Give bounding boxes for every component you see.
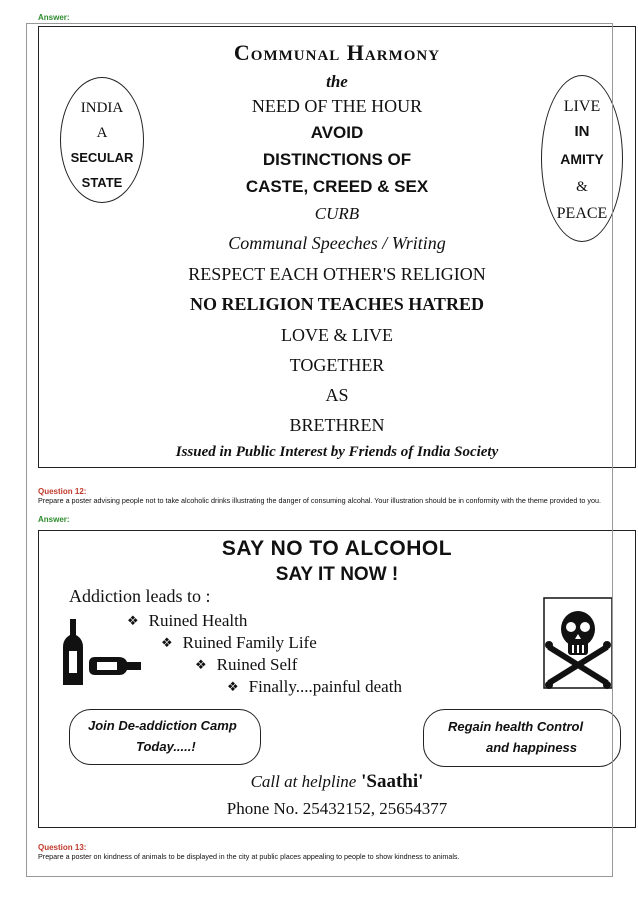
- diamond-bullet-icon: ❖: [195, 657, 207, 672]
- deaddiction-camp-pill: [69, 709, 261, 765]
- pill-right-line1: Regain health Control: [448, 719, 584, 734]
- line-distinctions: DISTINCTIONS OF: [262, 150, 412, 169]
- helpline-line: [39, 771, 635, 793]
- line-brethren: BRETHREN: [289, 415, 385, 435]
- phone-numbers: Phone No. 25432152, 25654377: [226, 799, 448, 818]
- communal-harmony-poster: [38, 26, 636, 468]
- question-13-label: Question 13:: [38, 843, 87, 852]
- headline-say-it-now: SAY IT NOW !: [275, 564, 399, 585]
- bullet-text: Ruined Family Life: [182, 633, 317, 652]
- pill-right-line2: and happiness: [486, 740, 578, 755]
- answer-label-2: Answer:: [38, 515, 70, 524]
- bottle-icon: [61, 617, 151, 687]
- bullet-ruined-self: [195, 655, 297, 675]
- answer-label: Answer:: [38, 13, 70, 22]
- oval-text-secular: SECULAR: [70, 150, 134, 165]
- regain-health-pill: [423, 709, 621, 767]
- oval-text-live: LIVE: [563, 98, 601, 115]
- bullet-text: Finally....painful death: [248, 677, 402, 696]
- oval-text-state: STATE: [81, 175, 123, 190]
- oval-text-india: INDIA: [80, 100, 124, 116]
- line-as: AS: [325, 385, 349, 405]
- diamond-bullet-icon: ❖: [161, 635, 173, 650]
- helpline-name: 'Saathi': [361, 771, 424, 792]
- diamond-bullet-icon: ❖: [127, 613, 139, 628]
- right-oval: [541, 75, 623, 242]
- question-13-text: Prepare a poster on kindness of animals to be displayed in the city at public places appealing to people to show kindness to animals.: [38, 852, 460, 861]
- bullet-painful-death: [227, 677, 402, 697]
- diamond-bullet-icon: ❖: [227, 679, 239, 694]
- line-need-of-hour: NEED OF THE HOUR: [251, 96, 423, 116]
- line-together: TOGETHER: [289, 355, 385, 375]
- line-curb: CURB: [314, 204, 360, 223]
- poster-footer: Issued in Public Interest by Friends of India Society: [175, 444, 499, 460]
- pill-left-line2: Today.....!: [136, 739, 196, 754]
- addiction-intro: Addiction leads to :: [69, 586, 211, 606]
- helpline-prefix: Call at helpline: [250, 772, 357, 791]
- line-the: the: [326, 72, 348, 91]
- oval-text-amity: AMITY: [560, 151, 604, 167]
- oval-text-a: A: [96, 125, 108, 141]
- pill-left-line1: Join De-addiction Camp: [88, 718, 237, 733]
- line-caste-creed-sex: CASTE, CREED & SEX: [245, 177, 429, 196]
- line-communal-speeches: Communal Speeches / Writing: [228, 233, 446, 253]
- bullet-ruined-family: [161, 633, 317, 653]
- line-love-live: LOVE & LIVE: [281, 325, 393, 345]
- bullet-text: Ruined Health: [148, 611, 248, 630]
- oval-text-ampersand: &: [576, 179, 588, 195]
- line-respect-religion: RESPECT EACH OTHER'S RELIGION: [188, 264, 486, 284]
- question-12-label: Question 12:: [38, 487, 87, 496]
- oval-text-in: IN: [574, 123, 590, 140]
- say-no-alcohol-poster: [38, 530, 636, 828]
- question-12-text: Prepare a poster advising people not to take alcoholic drinks illustrating the danger of consuming alcohal. Your illustration should be in conformity with the theme provided to you.: [38, 496, 601, 505]
- oval-text-peace: PEACE: [556, 205, 608, 222]
- line-avoid: AVOID: [310, 123, 364, 142]
- line-no-religion-hatred: NO RELIGION TEACHES HATRED: [190, 294, 484, 314]
- headline-say-no: SAY NO TO ALCOHOL: [221, 537, 453, 560]
- skull-crossbones-icon: [543, 597, 613, 689]
- bullet-text: Ruined Self: [216, 655, 298, 674]
- left-oval: [60, 77, 144, 203]
- poster-title: Communal Harmony: [233, 40, 441, 65]
